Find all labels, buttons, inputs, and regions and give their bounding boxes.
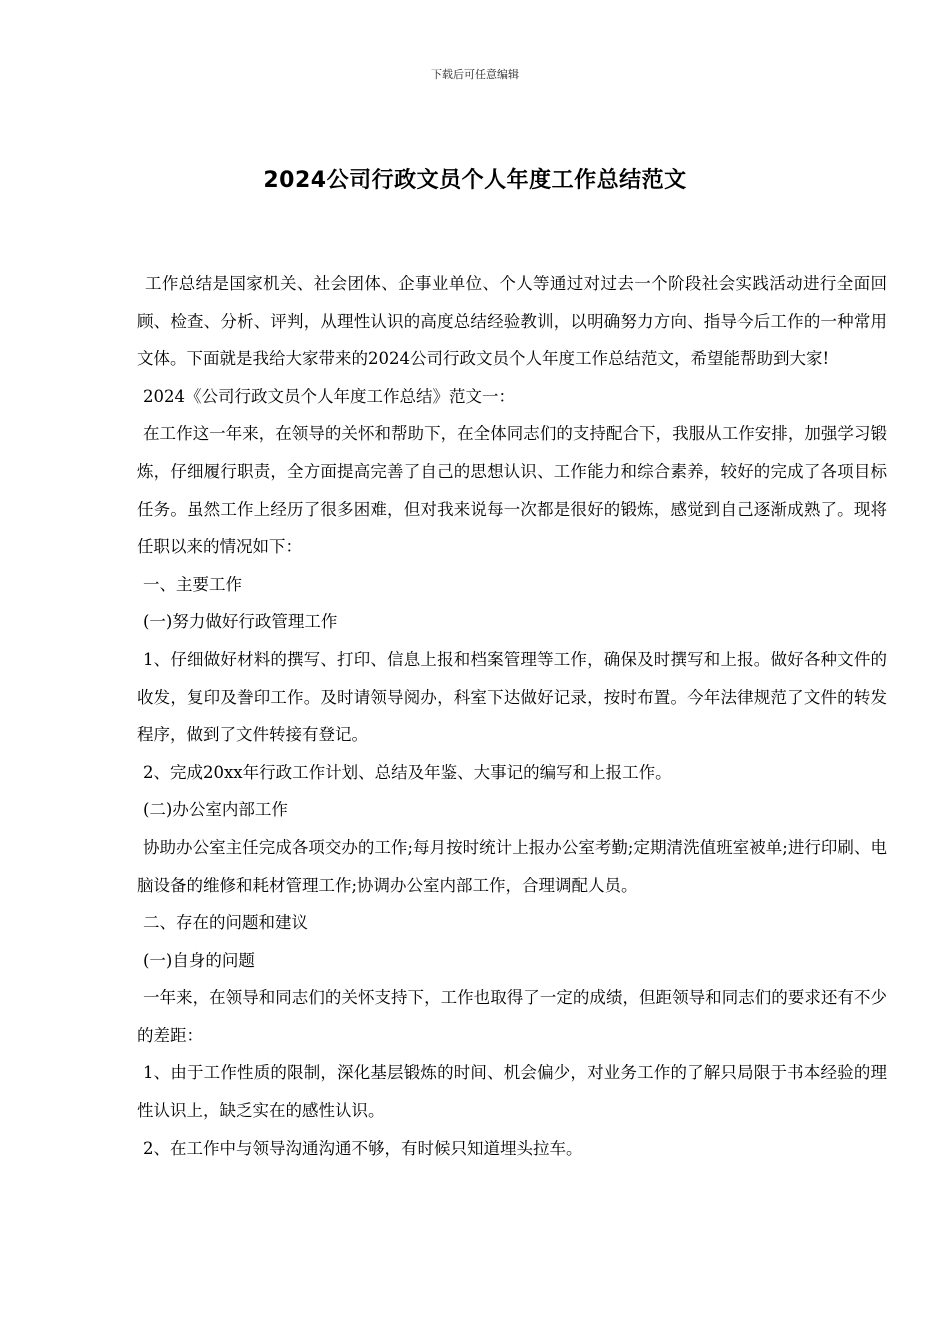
document-body bbox=[137, 265, 887, 1167]
header-note: 下载后可任意编辑 bbox=[431, 68, 519, 81]
section-heading-main-work: 一、主要工作 bbox=[143, 574, 242, 594]
subsection-heading-self: (一)自身的问题 bbox=[143, 950, 255, 970]
subsection-heading-office: (二)办公室内部工作 bbox=[143, 800, 288, 820]
body-paragraph: 在工作这一年来，在领导的关怀和帮助下，在全体同志们的支持配合下，我服从工作安排，加强学习锻炼，仔细履行职责，全方面提高完善了自己的思想认识、工作能力和综合素养，较好的完成了各项目标任务。虽然工作上经历了很多困难，但对我来说每一次都是很好的锻炼，感觉到自己逐渐成熟了。现将任职以来的情况如下： bbox=[137, 424, 887, 557]
sample-heading: 2024《公司行政文员个人年度工作总结》范文一： bbox=[143, 386, 515, 406]
list-item: 2、完成20xx年行政工作计划、总结及年鉴、大事记的编写和上报工作。 bbox=[143, 762, 672, 782]
intro-paragraph: 工作总结是国家机关、社会团体、企事业单位、个人等通过对过去一个阶段社会实践活动进行全面回顾、检查、分析、评判，从理性认识的高度总结经验教训，以明确努力方向、指导今后工作的一种常用文体。下面就是我给大家带来的2024公司行政文员个人年度工作总结范文，希望能帮助到大家! bbox=[137, 274, 887, 369]
section-heading-problems: 二、存在的问题和建议 bbox=[143, 913, 308, 933]
list-item: 1、仔细做好材料的撰写、打印、信息上报和档案管理等工作，确保及时撰写和上报。做好各种文件的收发，复印及誊印工作。及时请领导阅办，科室下达做好记录，按时布置。今年法律规范了文件的转发程序，做到了文件转接有登记。 bbox=[137, 649, 887, 745]
body-paragraph: 协助办公室主任完成各项交办的工作;每月按时统计上报办公室考勤;定期清洗值班室被单;进行印刷、电脑设备的维修和耗材管理工作;协调办公室内部工作，合理调配人员。 bbox=[137, 837, 887, 895]
list-item: 2、在工作中与领导沟通沟通不够，有时候只知道埋头拉车。 bbox=[143, 1138, 583, 1158]
document-title: 2024公司行政文员个人年度工作总结范文 bbox=[263, 168, 687, 193]
list-item: 1、由于工作性质的限制，深化基层锻炼的时间、机会偏少，对业务工作的了解只局限于书本经验的理性认识上，缺乏实在的感性认识。 bbox=[137, 1063, 887, 1121]
body-paragraph: 一年来，在领导和同志们的关怀支持下，工作也取得了一定的成绩，但距领导和同志们的要求还有不少的差距： bbox=[137, 988, 887, 1045]
subsection-heading-admin: (一)努力做好行政管理工作 bbox=[143, 612, 338, 632]
